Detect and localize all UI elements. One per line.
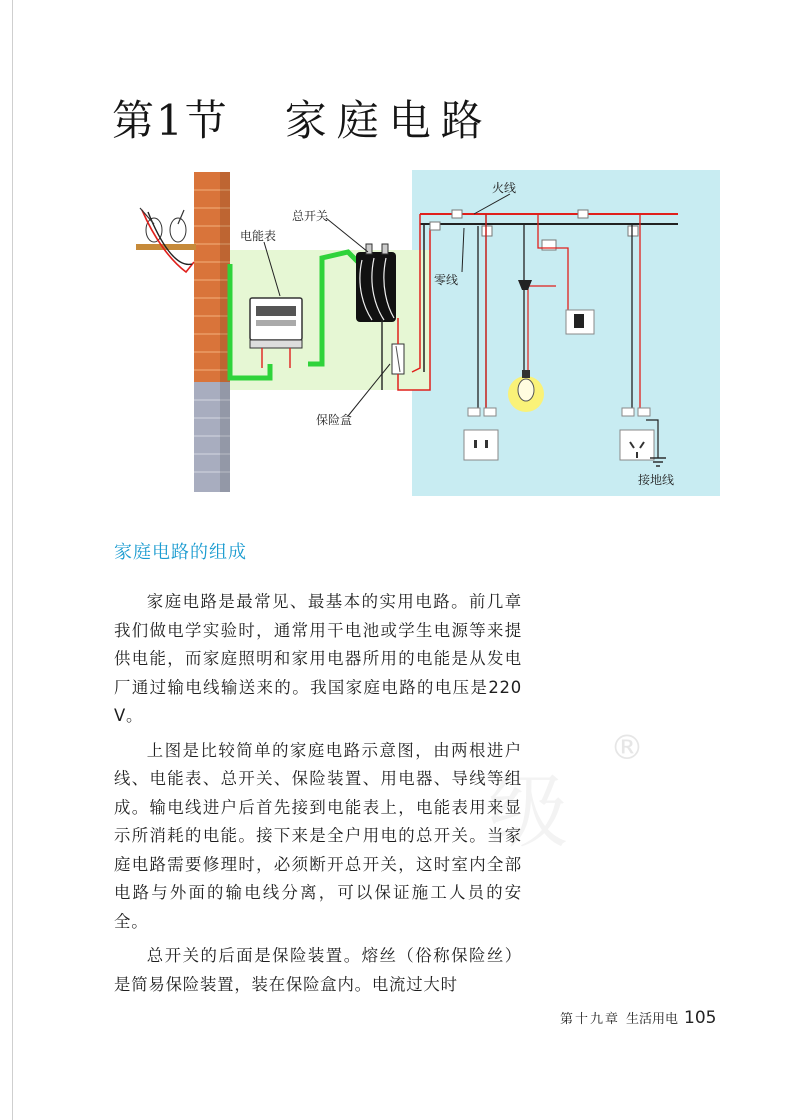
main-switch — [356, 244, 396, 322]
meter-label: 电能表 — [240, 229, 277, 243]
page-footer — [560, 1008, 716, 1028]
brick-wall — [194, 172, 230, 492]
household-circuit-diagram — [130, 168, 722, 498]
light-switch — [566, 310, 594, 334]
incoming-line-insulators — [136, 208, 196, 272]
neutral-wire-label: 零线 — [434, 273, 459, 287]
registered-mark: ® — [610, 728, 644, 768]
footer-chapter: 第十九章 — [560, 1012, 621, 1027]
paragraph-2: 上图是比较简单的家庭电路示意图，由两根进户线、电能表、总开关、保险装置、用电器、导线等组成。输电线进户后首先接到电能表上，电能表用来显示所消耗的电能。接下来是全户用电的总开关。当家庭电路需要修理时，必须断开总开关，这时室内全部电路与外面的输电线分离，可以保证施工人员的安全。 — [114, 740, 522, 931]
ground-wire-label: 接地线 — [638, 473, 675, 487]
body-text — [114, 588, 522, 1005]
paragraph-1: 家庭电路是最常见、最基本的实用电路。前几章我们做电学实验时，通常用干电池或学生电源等来提供电能，而家庭照明和家用电器所用的电能是从发电厂通过输电线输送来的。我国家庭电路的电压是220 V。 — [114, 592, 522, 725]
paragraph-3: 总开关的后面是保险装置。熔丝（俗称保险丝）是简易保险装置，装在保险盒内。电流过大时 — [114, 946, 522, 994]
page-margin-line — [12, 0, 13, 1120]
main-switch-label: 总开关 — [292, 209, 329, 223]
fuse-box-label: 保险盒 — [316, 413, 353, 427]
section-title — [112, 88, 493, 148]
page-number: 105 — [684, 1008, 717, 1028]
watermark-glyph: 级 — [488, 766, 568, 859]
section-number: 第1节 — [112, 96, 229, 145]
live-wire-label: 火线 — [492, 181, 517, 195]
section-name: 家庭电路 — [284, 96, 493, 145]
subheading: 家庭电路的组成 — [114, 542, 247, 563]
footer-chapter-title: 生活用电 — [626, 1012, 679, 1027]
